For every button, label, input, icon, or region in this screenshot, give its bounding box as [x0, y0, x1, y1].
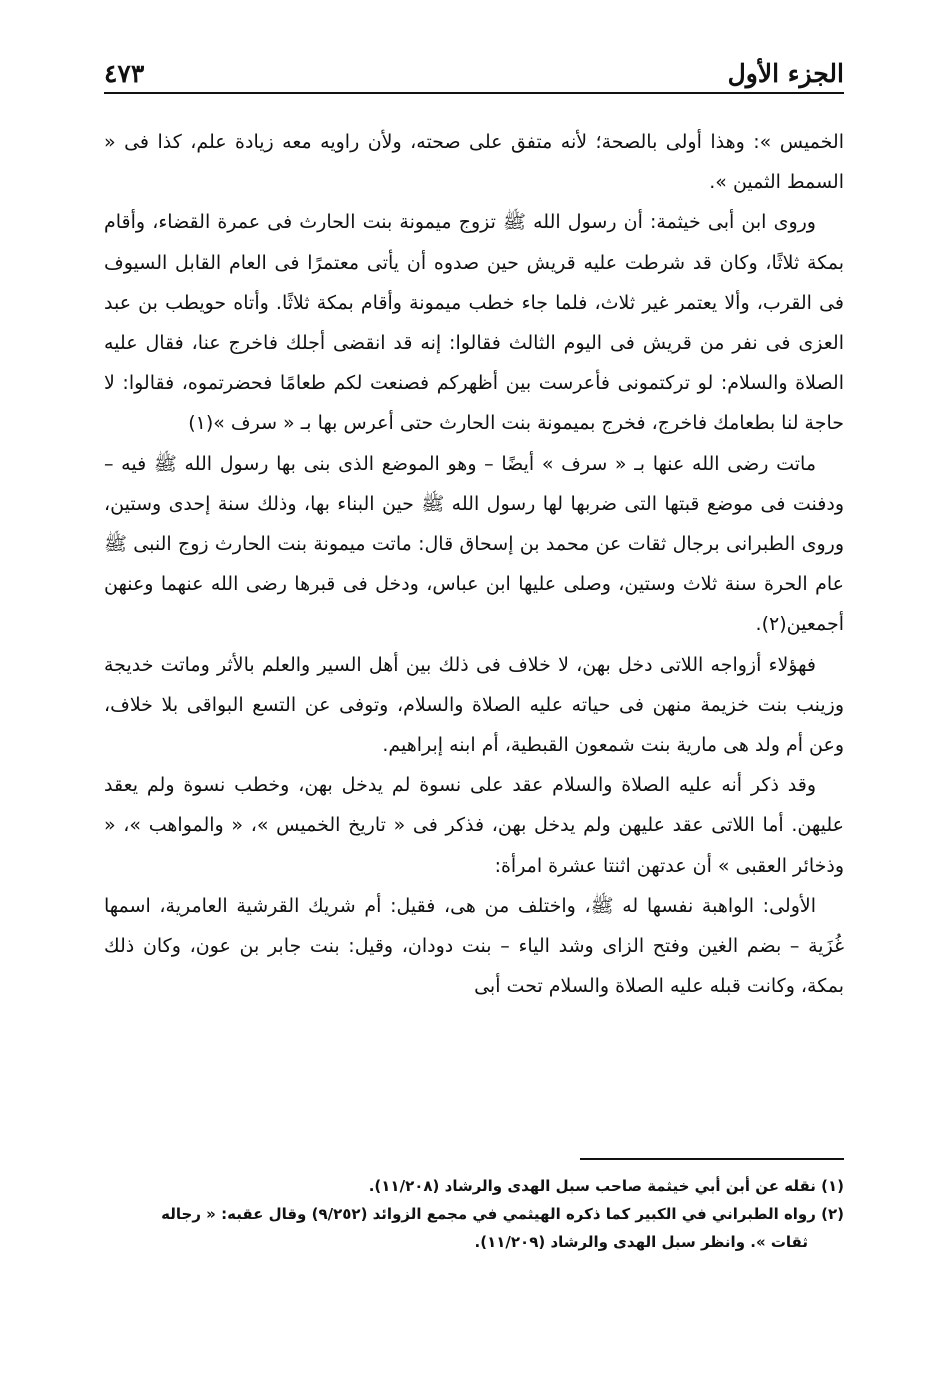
footnote: (٢) رواه الطبراني في الكبير كما ذكره الهيثمي في مجمع الزوائد (٩/٢٥٢) وقال عقبه: « رجاله [161, 1205, 844, 1223]
paragraph: الخميس »: وهذا أولى بالصحة؛ لأنه متفق على صحته، ولأن راويه معه زيادة علم، كذا فى « السمط الثمين ». [104, 131, 844, 194]
page-header [104, 48, 844, 94]
paragraph: وقد ذكر أنه عليه الصلاة والسلام عقد على نسوة لم يدخل بهن، وخطب نسوة ولم يعقد عليهن. أما اللاتى عقد عليهن ولم يدخل بهن، فذكر فى « تاريخ الخميس »، « والمواهب »، « وذخائر العقبى » أن عدتهن اثنتا عشرة امرأة: [104, 774, 844, 877]
page-number: ٤٧٣ [104, 59, 145, 88]
paragraph: ماتت رضى الله عنها بـ « سرف » أيضًا – وهو الموضع الذى بنى بها رسول الله ﷺ فيه – ودفنت فى موضع قبتها التى ضربها لها رسول الله ﷺ حين البناء بها، وذلك سنة إحدى وستين، وروى الطبرانى برجال ثقات عن محمد بن إسحاق قال: ماتت ميمونة بنت الحارث زوج النبى ﷺ عام الحرة سنة ثلاث وستين، وصلى عليها ابن عباس، ودخل فى قبرها رضى الله عنهما وعنهن أجمعين(٢). [104, 452, 844, 636]
paragraph: وروى ابن أبى خيثمة: أن رسول الله ﷺ تزوج ميمونة بنت الحارث فى عمرة القضاء، وأقام بمكة ثلاثًا، وكان قد شرطت عليه قريش حين صدوه أن يأتى معتمرًا فى العام القابل السيوف فى القرب، وألا يعتمر غير ثلاث، فلما جاء خطب ميمونة وأقام بمكة ثلاثًا. وأتاه حويطب بن عبد العزى فى نفر من قريش فى اليوم الثالث فقالوا: إنه قد انقضى أجلك فاخرج عنا، فقال عليه الصلاة والسلام: لو تركتمونى فأعرست بين أظهركم فصنعت لكم طعامًا فحضرتموه، فقالوا: لا حاجة لنا بطعامك فاخرج، فخرج بميمونة بنت الحارث حتى أعرس بها بـ « سرف »(١) [104, 211, 844, 435]
footnotes [104, 1172, 844, 1256]
footnote-continuation: ثقات ». وانظر سبل الهدى والرشاد (١١/٢٠٩). [474, 1233, 808, 1251]
footnote: (١) نقله عن أبن أبي خيثمة صاحب سبل الهدى والرشاد (١١/٢٠٨). [368, 1177, 844, 1195]
main-text [104, 122, 844, 1006]
footnote-divider [580, 1158, 844, 1160]
running-title: الجزء الأول [727, 59, 844, 88]
paragraph: فهؤلاء أزواجه اللاتى دخل بهن، لا خلاف فى ذلك بين أهل السير والعلم بالأثر وماتت خديجة وزينب بنت خزيمة منهن فى حياته عليه الصلاة والسلام، وتوفى عن التسع البواقى بلا خلاف، وعن أم ولد هى مارية بنت شمعون القبطية، أم ابنه إبراهيم. [104, 653, 844, 757]
paragraph: الأولى: الواهبة نفسها له ﷺ، واختلف من هى، فقيل: أم شريك القرشية العامرية، اسمها غُزَية – بضم الغين وفتح الزاى وشد الياء – بنت دودان، وقيل: بنت جابر بن عون، وكان ذلك بمكة، وكانت قبله عليه الصلاة والسلام تحت أبى [104, 894, 844, 998]
